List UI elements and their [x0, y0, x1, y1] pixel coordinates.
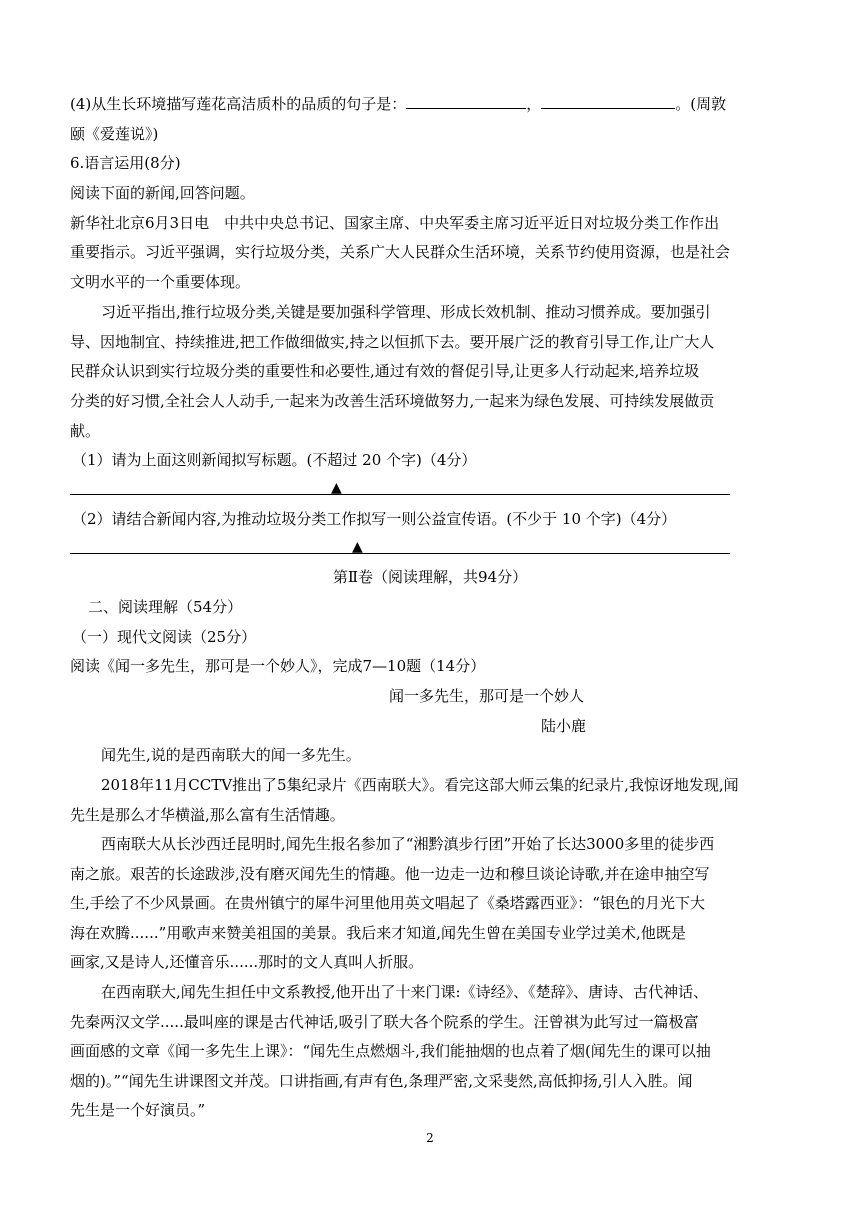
article-line: 烟的)。”“闻先生讲课图文并茂。口讲指画,有声有色,条理严密,文采斐然,高低抑扬,引人入胜。闻	[70, 1072, 693, 1090]
q6-heading: 6.语言运用(8分)	[70, 154, 181, 172]
article-line: 南之旅。艰苦的长途跋涉,没有磨灭闻先生的情趣。他一边走一边和穆旦谈论诗歌,并在途申抽空写	[70, 865, 710, 883]
article-line: 先生是那么才华横溢,那么富有生活情趣。	[70, 806, 345, 824]
news-line: 献。	[70, 422, 101, 440]
answer-marker: ▲	[331, 480, 342, 496]
article-line: 画家,又是诗人,还懂音乐......那时的文人真叫人折服。	[70, 953, 424, 971]
q6-instruction: 阅读下面的新闻,回答问题。	[70, 184, 255, 202]
news-line: 重要指示。习近平强调，实行垃圾分类，关系广大人民群众生活环境，关系节约使用资源，也是社会	[70, 243, 731, 261]
q5-4-comma: ，	[526, 95, 542, 113]
part2-title: 第Ⅱ卷（阅读理解，共94分）	[332, 568, 528, 586]
q6-sub1: （1）请为上面这则新闻拟写标题。(不超过 20 个字)（4分）	[72, 451, 477, 469]
q5-4-blank-1[interactable]	[406, 94, 526, 109]
q5-4-line	[70, 94, 726, 114]
reading-instruction: 阅读《闻一多先生，那可是一个妙人》，完成7—10题（14分）	[70, 657, 486, 675]
q5-4-suffix: 。(周敦	[675, 95, 727, 113]
article-line: 2018年11月CCTV推出了5集纪录片《西南联大》。看完这部大师云集的纪录片,我惊讶地发现,闻	[101, 776, 739, 794]
section-heading: 二、阅读理解（54分）	[88, 598, 243, 616]
news-line: 新华社北京6月3日电 中共中央总书记、国家主席、中央军委主席习近平近日对垃圾分类工作作出	[70, 214, 720, 232]
article-title: 闻一多先生，那可是一个妙人	[389, 687, 585, 705]
answer-marker: ▲	[352, 539, 363, 555]
answer-line-2[interactable]	[70, 553, 730, 554]
article-line: 画面感的文章《闻一多先生上课》：“闻先生点燃烟斗,我们能抽烟的也点着了烟(闻先生的课可以抽	[70, 1042, 711, 1060]
page-number: 2	[426, 1131, 434, 1145]
article-line: 西南联大从长沙西迁昆明时,闻先生报名参加了“湘黔滇步行团”开始了长达3000多里的徒步西	[101, 835, 715, 853]
article-line: 闻先生,说的是西南联大的闻一多先生。	[101, 746, 361, 764]
article-line: 生,手绘了不少风景画。在贵州镇宁的犀牛河里他用英文唱起了《桑塔露西亚》：“银色的月光下大	[70, 894, 705, 912]
q5-4-source: 颐《爱莲说》)	[70, 125, 159, 143]
news-line: 民群众认识到实行垃圾分类的重要性和必要性,通过有效的督促引导,让更多人行动起来,培养垃圾	[70, 362, 700, 380]
news-line: 文明水平的一个重要体现。	[70, 273, 251, 291]
news-line: 分类的好习惯,全社会人人动手,一起来为改善生活环境做努力,一起来为绿色发展、可持续发展做贡	[70, 392, 715, 410]
article-line: 海在欢腾......”用歌声来赞美祖国的美景。我后来才知道,闻先生曾在美国专业学过美术,他既是	[70, 924, 686, 942]
news-line: 习近平指出,推行垃圾分类,关键是要加强科学管理、形成长效机制、推动习惯养成。要加强引	[101, 303, 711, 321]
q6-sub2: （2）请结合新闻内容,为推动垃圾分类工作拟写一则公益宣传语。(不少于 10 个字)（4分）	[72, 510, 677, 528]
answer-line-1[interactable]	[70, 494, 730, 495]
news-line: 导、因地制宜、持续推进,把工作做细做实,持之以恒抓下去。要开展广泛的教育引导工作,让广大人	[70, 333, 715, 351]
article-author: 陆小鹿	[541, 717, 587, 735]
q5-4-blank-2[interactable]	[541, 94, 675, 109]
subsection-heading: （一）现代文阅读（25分）	[72, 628, 257, 646]
article-line: 先生是一个好演员。”	[70, 1101, 206, 1119]
q5-4-prefix: (4)从生长环境描写莲花高洁质朴的品质的句子是：	[70, 95, 407, 113]
article-line: 在西南联大,闻先生担任中文系教授,他开出了十来门课:《诗经》、《楚辞》、唐诗、古代神话、	[101, 983, 709, 1001]
article-line: 先秦两汉文学.....最叫座的课是古代神话,吸引了联大各个院系的学生。汪曾祺为此写过一篇极富	[70, 1013, 699, 1031]
